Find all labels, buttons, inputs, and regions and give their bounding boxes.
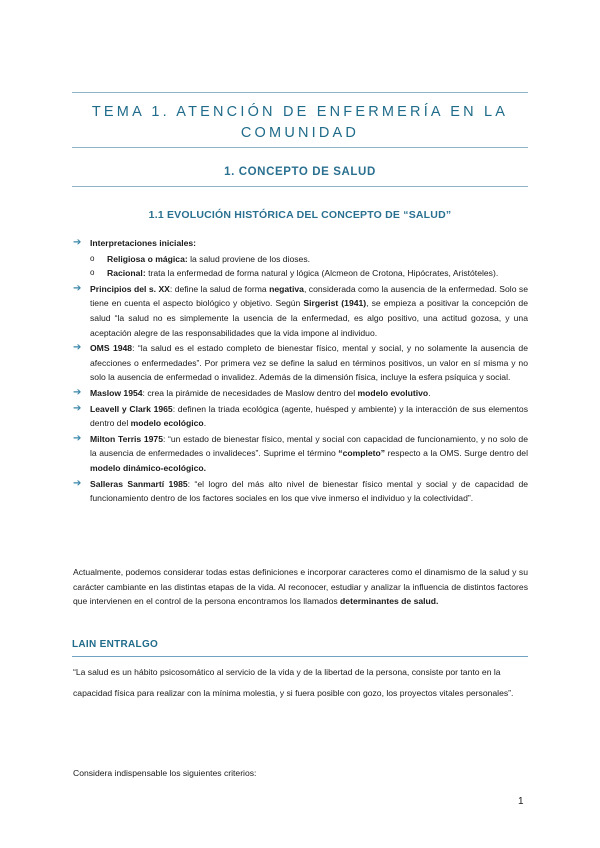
title-line-1: TEMA 1. ATENCIÓN DE ENFERMERÍA EN LA (91, 104, 509, 120)
item-label: Salleras Sanmartí 1985 (90, 478, 188, 489)
item-text: : “el logro del más alto nivel de bienestar físico mental y social y de capacidad de funcionamiento dentro de los factores sociales en los que vive inmerso el individuo y la colectividad”. (90, 478, 529, 504)
item-label: OMS 1948 (90, 343, 133, 354)
item-text: : crea la pirámide de necesidades de Maslow dentro del (142, 387, 358, 398)
bullet-icon: o (90, 268, 95, 278)
item-emphasis: modelo evolutivo (357, 387, 429, 398)
section-heading-rule (72, 186, 528, 187)
item-label: Milton Terris 1975 (90, 433, 163, 444)
arrow-icon: ➔ (73, 237, 82, 248)
sub-item-label: Racional: (107, 268, 146, 279)
lain-heading-rule (72, 656, 528, 657)
item-emphasis: modelo dinámico-ecológico. (90, 462, 207, 473)
item-text: , considerada como la ausencia de la enfermedad. Solo se tiene en cuenta el aspecto biológico y objetivo. Según (90, 283, 528, 309)
item-label: Interpretaciones iniciales: (90, 238, 197, 248)
summary-paragraph (73, 565, 528, 609)
item-text: : definen la triada ecológica (agente, huésped y ambiente) y la interacción de sus elementos dentro del (90, 403, 528, 429)
sub-list-item (73, 266, 528, 281)
bullet-icon: o (90, 253, 95, 263)
item-emphasis: negativa (269, 283, 304, 294)
item-text: respecto a la OMS. Surge dentro del (385, 448, 528, 459)
page-number: 1 (518, 796, 524, 807)
list-item (73, 432, 528, 476)
item-text: : “la salud es el estado completo de bienestar físico, mental y social, y no solamente la ausencia de afecciones o enfermedades”. Por primera vez se define la salud en términos positivos, un valor en sí misma y no solo la ausencia de enfermedad o invalidez. Además de la dimensión física, incluye la esfera psíquica y social. (90, 343, 528, 383)
arrow-icon: ➔ (73, 432, 82, 444)
item-emphasis: Sirgerist (1941) (303, 298, 367, 309)
item-label: Maslow 1954 (90, 387, 143, 398)
page-title (72, 102, 528, 144)
paragraph-emphasis: determinantes de salud. (340, 596, 439, 607)
paragraph-text: Actualmente, podemos considerar todas estas definiciones e incorporar caracteres como el dinamismo de la salud y su carácter cambiante en las distintas etapas de la vida. Al reconocer, estudiar y analizar la influencia de distintos factores que intervienen en el control de la persona encontramos los llamados (73, 567, 528, 607)
sub-item-label: Religiosa o mágica: (107, 253, 188, 264)
list-item (73, 282, 528, 340)
list-item (73, 402, 528, 431)
sub-list-item (73, 252, 528, 267)
title-bottom-rule (72, 147, 528, 148)
arrow-icon: ➔ (73, 386, 82, 398)
list-item (73, 341, 528, 385)
sub-item-text: la salud proviene de los dioses. (187, 253, 311, 264)
list-item (73, 236, 528, 251)
lain-entralgo-heading: LAIN ENTRALGO (72, 639, 159, 650)
arrow-icon: ➔ (73, 402, 82, 414)
item-label: Principios del s. XX (90, 283, 170, 294)
item-text: : “un estado de bienestar físico, mental y social con capacidad de funcionamiento, y no solo de la ausencia de enfermedades o invalideces”. Suprime el término (90, 433, 528, 459)
arrow-icon: ➔ (73, 282, 82, 294)
item-text: . (203, 418, 207, 429)
title-line-2: COMUNIDAD (240, 125, 360, 141)
item-emphasis: modelo ecológico (130, 418, 204, 429)
history-list (73, 236, 528, 507)
item-text: . (428, 387, 431, 398)
item-text: : define la salud de forma (169, 283, 270, 294)
sub-item-text: trata la enfermedad de forma natural y lógica (Alcmeon de Crotona, Hipócrates, Aristóteles). (145, 268, 499, 279)
subsection-heading: 1.1 EVOLUCIÓN HISTÓRICA DEL CONCEPTO DE “SALUD” (148, 209, 452, 221)
item-label: Leavell y Clark 1965 (90, 403, 173, 414)
lain-quote: “La salud es un hábito psicosomático al servicio de la vida y de la libertad de la persona, consiste por tanto en la capacidad física para realizar con la mínima molestia, y si fuera posible con gozo, los proyectos vitales personales”. (73, 667, 514, 698)
list-item (73, 386, 528, 401)
arrow-icon: ➔ (73, 342, 82, 354)
item-emphasis: “completo” (338, 448, 386, 459)
arrow-icon: ➔ (73, 477, 82, 489)
criteria-intro: Considera indispensable los siguientes criterios: (73, 768, 257, 778)
title-top-rule (72, 92, 528, 93)
list-item (73, 477, 528, 506)
item-text: , se empieza a positivar la concepción de salud “la salud no es simplemente la usencia de la enfermedad, es algo positivo, una actitud gozosa, y una aceptación alegre de las responsabilidades que la vida impone al individuo. (90, 298, 528, 338)
section-heading: 1. CONCEPTO DE SALUD (224, 166, 376, 178)
